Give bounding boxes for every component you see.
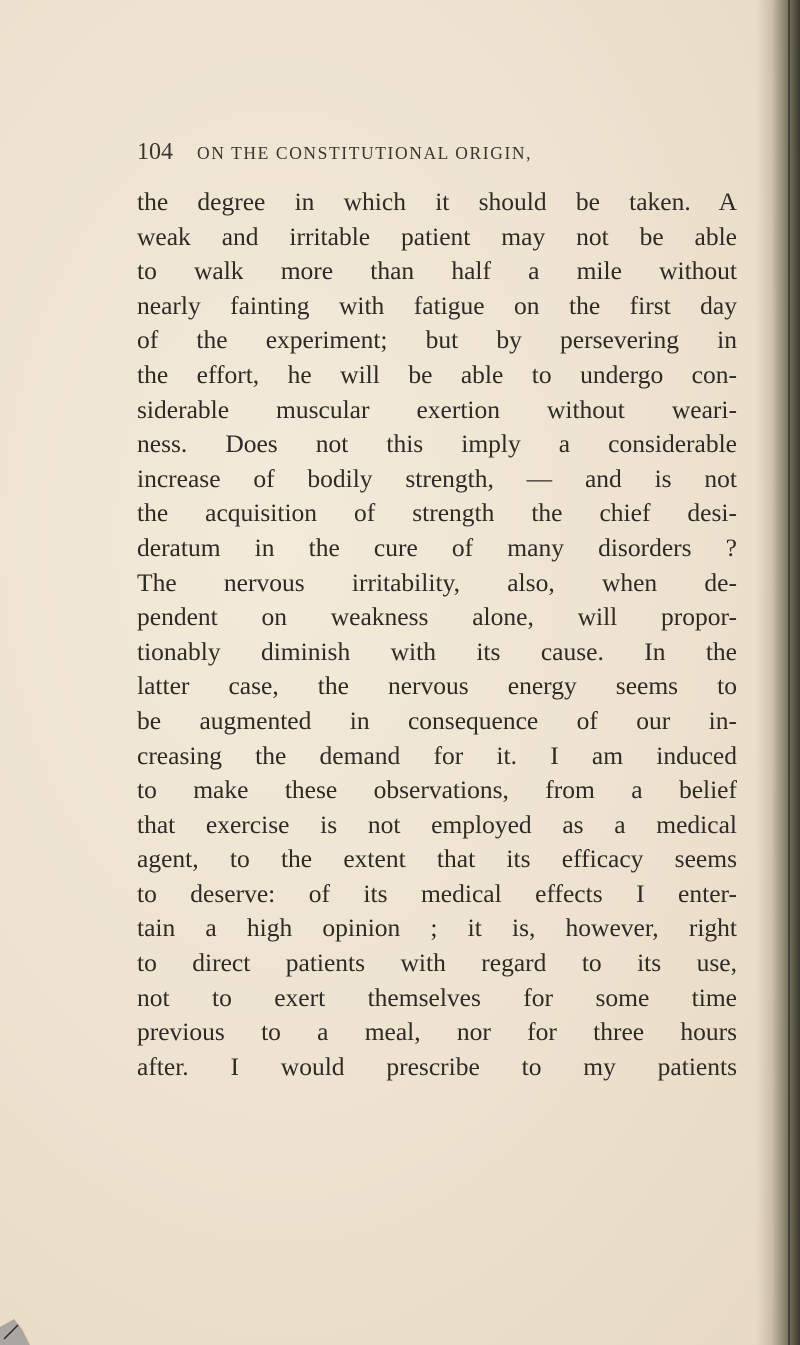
text-line: latter case, the nervous energy seems to — [137, 671, 737, 701]
text-line: pendent on weakness alone, will propor- — [137, 602, 737, 632]
text-line: siderable muscular exertion without weari- — [137, 394, 737, 424]
text-line: be augmented in consequence of our in- — [137, 705, 737, 735]
text-line: to walk more than half a mile without — [137, 256, 737, 286]
text-line: weak and irritable patient may not be able — [137, 221, 737, 251]
text-line: to direct patients with regard to its use, — [137, 948, 737, 978]
text-line: increase of bodily strength, — and is not — [137, 463, 737, 493]
text-line: the degree in which it should be taken. A — [137, 187, 737, 216]
page-edge-shadow — [756, 0, 800, 1345]
text-line: the effort, he will be able to undergo con- — [137, 359, 737, 389]
text-line: after. I would prescribe to my patients — [137, 1051, 737, 1081]
text-line: creasing the demand for it. I am induced — [137, 740, 737, 770]
text-line: tionably diminish with its cause. In the — [137, 636, 737, 666]
text-line: not to exert themselves for some time — [137, 982, 737, 1012]
text-line: The nervous irritability, also, when de- — [137, 567, 737, 597]
text-line: to make these observations, from a belief — [137, 775, 737, 805]
text-line: previous to a meal, nor for three hours — [137, 1017, 737, 1047]
page-edge-line — [788, 0, 790, 1345]
text-line: that exercise is not employed as a medical — [137, 809, 737, 839]
text-line: to deserve: of its medical effects I enter- — [137, 878, 737, 908]
text-line: ness. Does not this imply a considerable — [137, 429, 737, 459]
page-number: 104 — [137, 139, 173, 165]
text-line: of the experiment; but by persevering in — [137, 325, 737, 355]
text-line: nearly fainting with fatigue on the first day — [137, 290, 737, 320]
page-corner-mark — [0, 1305, 40, 1345]
page-header — [137, 139, 737, 173]
text-line: agent, to the extent that its efficacy seems — [137, 844, 737, 874]
text-line: deratum in the cure of many disorders ? — [137, 532, 737, 562]
body-text — [137, 185, 737, 1084]
running-head: ON THE CONSTITUTIONAL ORIGIN, — [197, 143, 533, 163]
text-line: tain a high opinion ; it is, however, right — [137, 913, 737, 943]
text-line: the acquisition of strength the chief desi- — [137, 498, 737, 528]
